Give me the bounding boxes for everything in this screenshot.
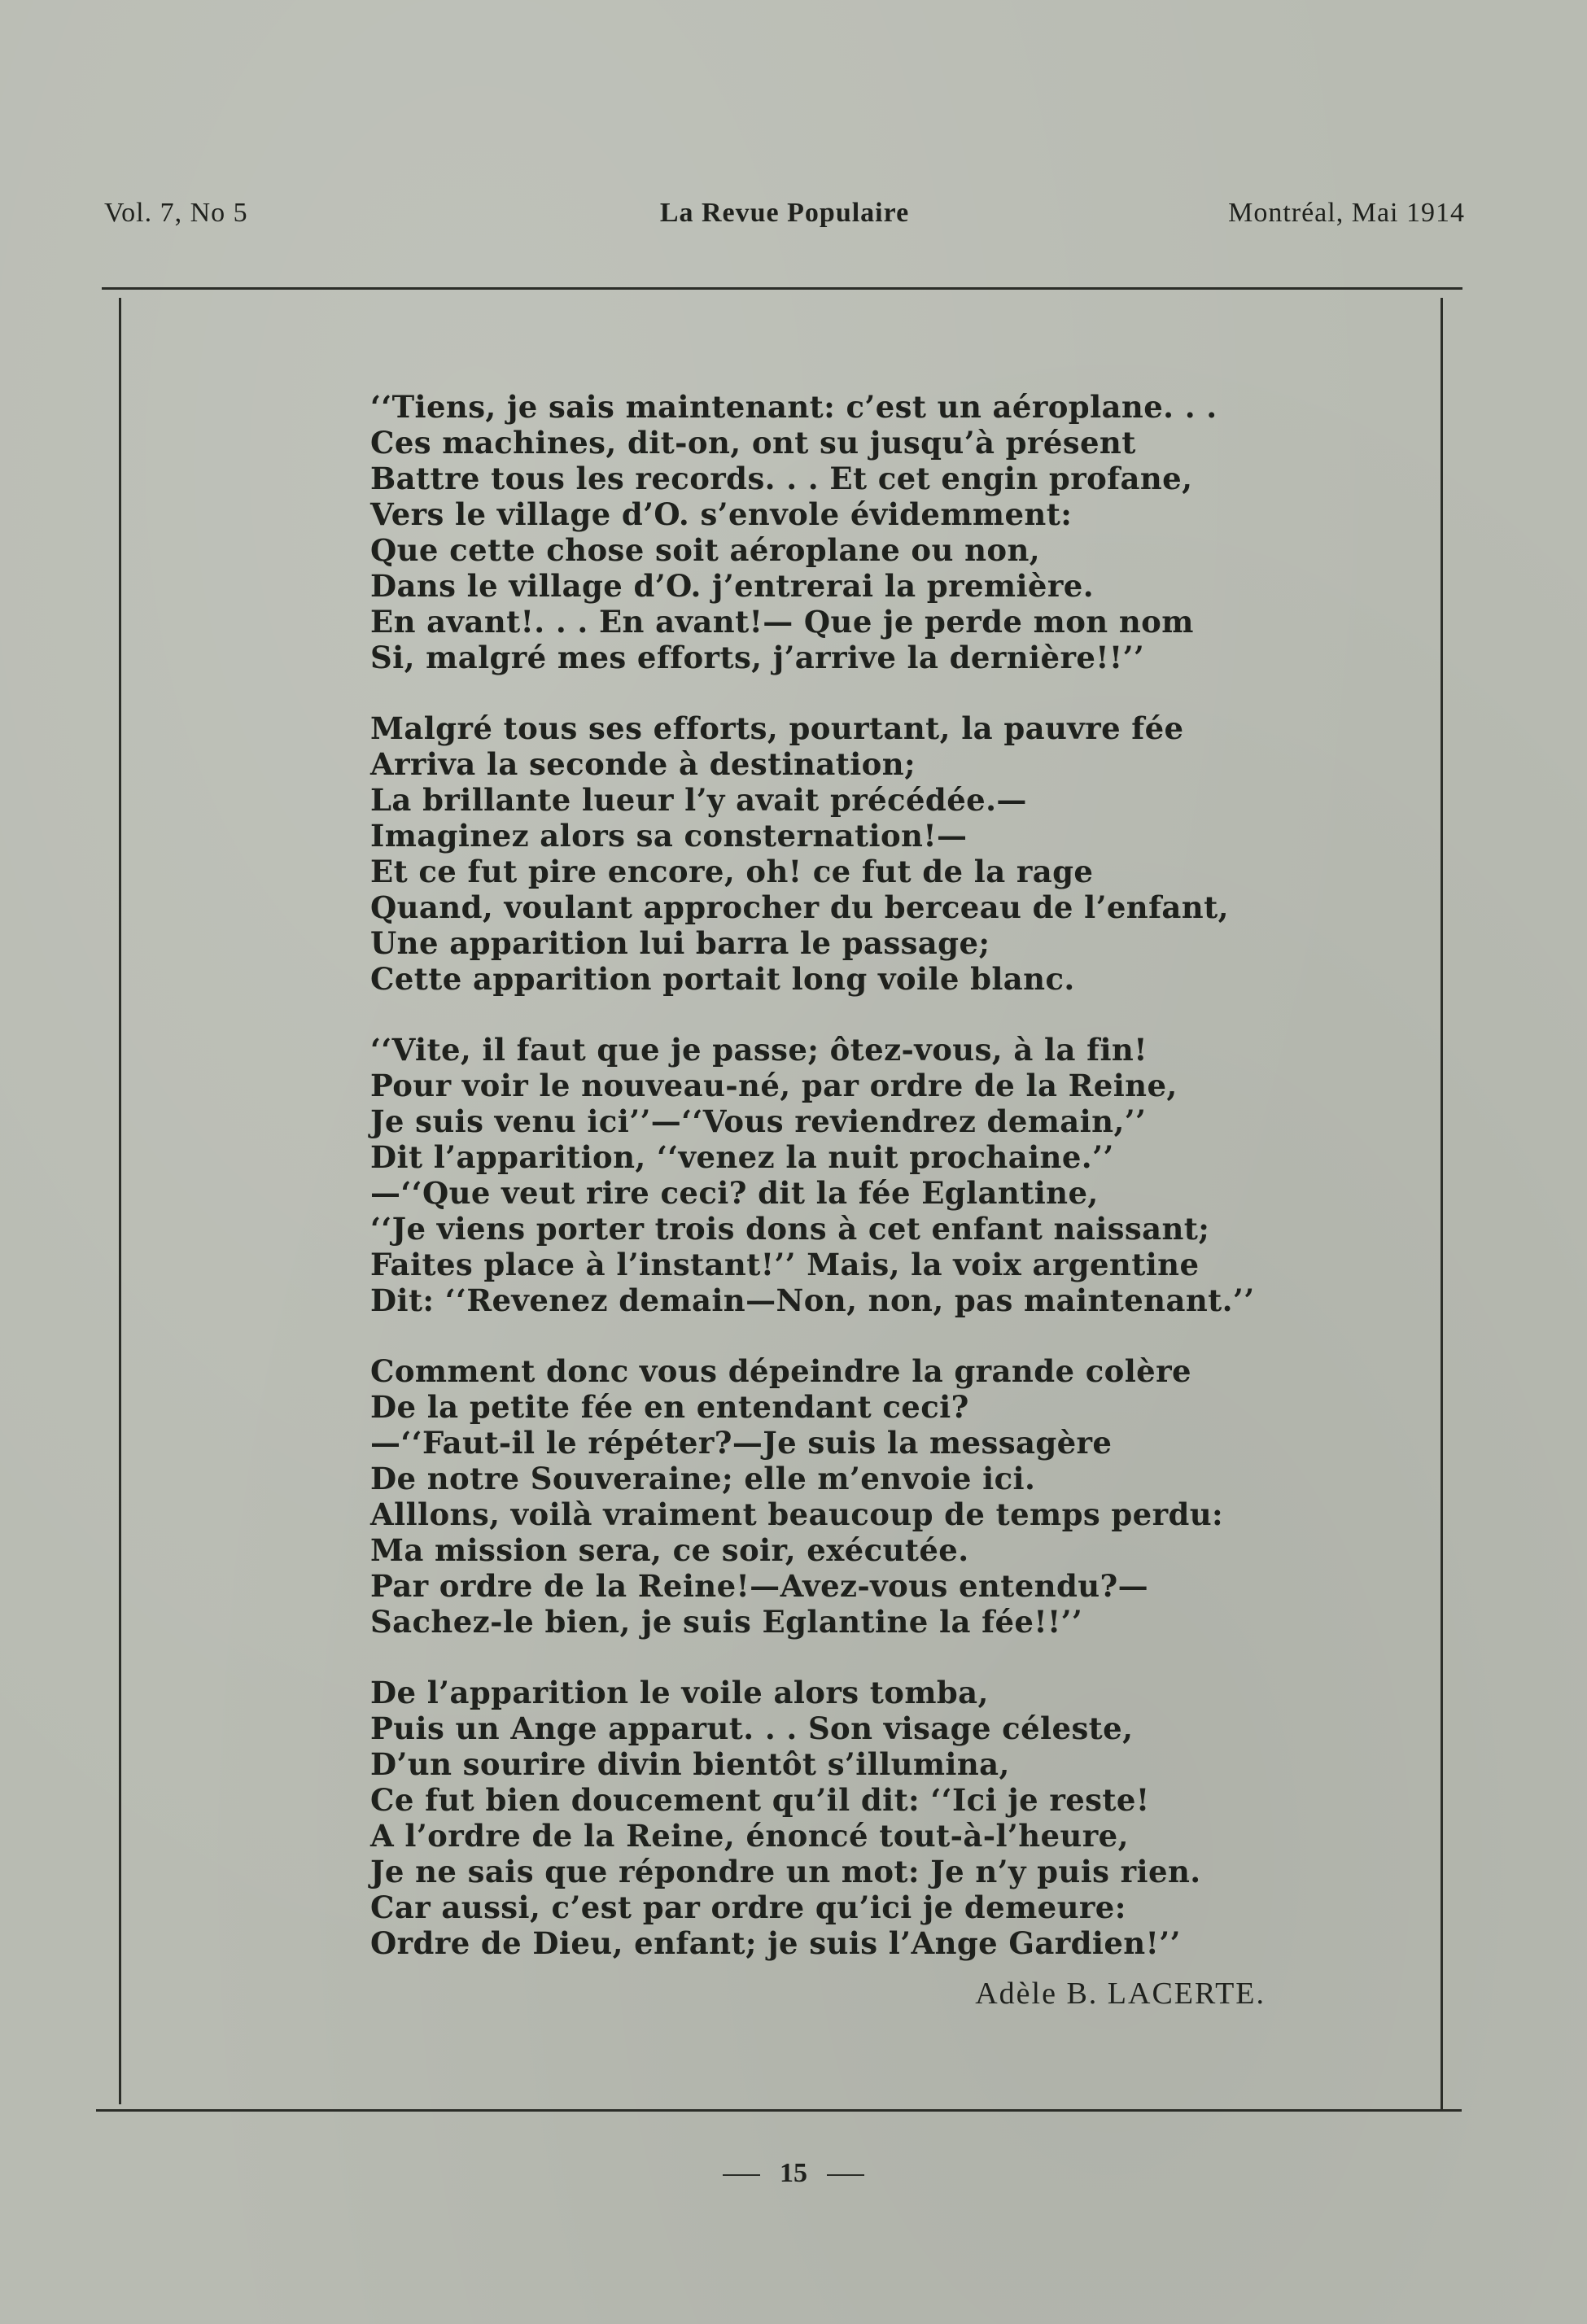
poem-line: Quand, voulant approcher du berceau de l’enfant,: [370, 889, 1229, 925]
publication-title: La Revue Populaire: [659, 198, 910, 228]
stanza-2: [370, 710, 1266, 997]
poem-line: Imaginez alors sa consternation!—: [370, 818, 968, 854]
poem-line: Puis un Ange apparut. . . Son visage céleste,: [370, 1710, 1134, 1746]
poem-line: A l’ordre de la Reine, énoncé tout-à-l’heure,: [370, 1818, 1129, 1854]
poem-line: Arriva la seconde à destination;: [370, 746, 916, 782]
poem-line: —‘‘Faut-il le répéter?—Je suis la messagère: [370, 1425, 1113, 1461]
poem-line: Que cette chose soit aéroplane ou non,: [370, 532, 1041, 568]
running-header: [104, 198, 1465, 237]
page-number: 15: [780, 2158, 807, 2188]
poem-line: —‘‘Que veut rire ceci? dit la fée Eglantine,: [370, 1175, 1099, 1211]
poem-body: [370, 389, 1266, 1996]
poem-line: Ma mission sera, ce soir, exécutée.: [370, 1532, 969, 1568]
poem-line: Par ordre de la Reine!—Avez-vous entendu?—: [370, 1568, 1148, 1604]
issue-date: Montréal, Mai 1914: [1228, 198, 1465, 228]
top-rule: [102, 287, 1462, 290]
poem-line: ‘‘Je viens porter trois dons à cet enfant naissant;: [370, 1211, 1210, 1247]
poem-line: Vers le village d’O. s’envole évidemment:: [370, 496, 1073, 532]
stanza-5: [370, 1675, 1266, 1961]
poem-line: De la petite fée en entendant ceci?: [370, 1389, 969, 1425]
poem-line: Alllons, voilà vraiment beaucoup de temps perdu:: [370, 1496, 1224, 1532]
poem-line: Je ne sais que répondre un mot: Je n’y puis rien.: [370, 1854, 1201, 1889]
footer-dash-right: [827, 2174, 864, 2176]
right-frame-rule: [1441, 298, 1443, 2109]
poem-line: Faites place à l’instant!’’ Mais, la voix argentine: [370, 1247, 1200, 1282]
poem-line: Pour voir le nouveau-né, par ordre de la Reine,: [370, 1068, 1178, 1103]
poem-line: D’un sourire divin bientôt s’illumina,: [370, 1746, 1010, 1782]
poem-line: Car aussi, c’est par ordre qu’ici je demeure:: [370, 1889, 1126, 1925]
poem-line: Malgré tous ses efforts, pourtant, la pauvre fée: [370, 710, 1184, 746]
poem-line: Cette apparition portait long voile blanc.: [370, 961, 1075, 997]
poem-line: Dans le village d’O. j’entrerai la première.: [370, 568, 1094, 604]
poem-line: De notre Souveraine; elle m’envoie ici.: [370, 1461, 1036, 1496]
poem-line: Comment donc vous dépeindre la grande colère: [370, 1353, 1191, 1389]
poem-line: Ce fut bien doucement qu’il dit: ‘‘Ici je reste!: [370, 1782, 1150, 1818]
poem-line: De l’apparition le voile alors tomba,: [370, 1675, 989, 1710]
poem-line: Je suis venu ici’’—‘‘Vous reviendrez demain,’’: [370, 1103, 1147, 1139]
page-footer: [0, 2158, 1587, 2189]
poem-line: Dit l’apparition, ‘‘venez la nuit prochaine.’’: [370, 1139, 1114, 1175]
poem-line: Dit: ‘‘Revenez demain—Non, non, pas maintenant.’’: [370, 1282, 1255, 1318]
poem-line: Ces machines, dit-on, ont su jusqu’à présent: [370, 425, 1136, 461]
left-frame-rule: [119, 298, 121, 2104]
bottom-rule: [96, 2109, 1462, 2112]
poem-line: ‘‘Vite, il faut que je passe; ôtez-vous, à la fin!: [370, 1032, 1148, 1068]
stanza-4: [370, 1353, 1266, 1640]
stanza-1: [370, 389, 1266, 675]
poem-line: La brillante lueur l’y avait précédée.—: [370, 782, 1027, 818]
poem-line: Ordre de Dieu, enfant; je suis l’Ange Gardien!’’: [370, 1925, 1181, 1961]
poem-line: Si, malgré mes efforts, j’arrive la dernière!!’’: [370, 640, 1145, 675]
poem-line: Sachez-le bien, je suis Eglantine la fée!!’’: [370, 1604, 1083, 1640]
author-signature: Adèle B. LACERTE.: [975, 1977, 1266, 2011]
poem-line: Battre tous les records. . . Et cet engin profane,: [370, 461, 1193, 496]
poem-line: ‘‘Tiens, je sais maintenant: c’est un aéroplane. . .: [370, 389, 1218, 425]
footer-dash-left: [723, 2174, 760, 2176]
poem-line: Et ce fut pire encore, oh! ce fut de la rage: [370, 854, 1094, 889]
volume-number: Vol. 7, No 5: [104, 198, 248, 228]
poem-line: Une apparition lui barra le passage;: [370, 925, 990, 961]
poem-line: En avant!. . . En avant!— Que je perde mon nom: [370, 604, 1194, 640]
stanza-3: [370, 1032, 1266, 1318]
